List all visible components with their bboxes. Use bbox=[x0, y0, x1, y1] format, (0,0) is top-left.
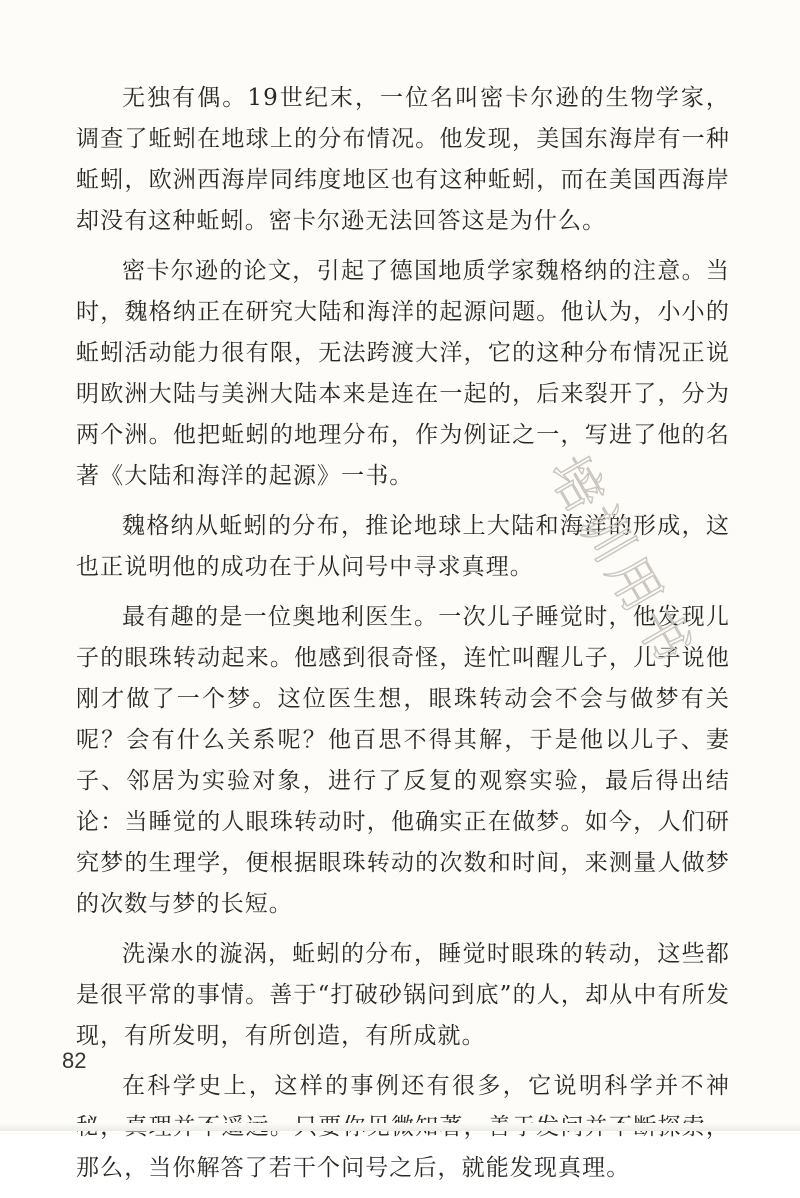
paragraph-1: 无独有偶。19世纪末，一位名叫密卡尔逊的生物学家，调查了蚯蚓在地球上的分布情况。他发现，美国东海岸有一种蚯蚓，欧洲西海岸同纬度地区也有这种蚯蚓，而在美国西海岸却没有这种蚯蚓。密卡尔逊无法回答这是为什么。 bbox=[76, 85, 730, 234]
paragraph-6: 在科学史上，这样的事例还有很多，它说明科学并不神 那么，当你解答了若干个问号之后，就能发现真理。 bbox=[76, 1073, 730, 1181]
watermark-stamp bbox=[398, 446, 705, 680]
paragraph-5: 洗澡水的漩涡，蚯蚓的分布，睡觉时眼珠的转动，这些都是很平常的事情。善于“打破砂锅问到底”的人，却从中有所发现，有所发明，有所创造，有所成就。 bbox=[76, 941, 730, 1049]
page-bottom-edge bbox=[0, 1123, 800, 1131]
paragraph-3: 魏格纳从蚯蚓的分布，推论地球上大陆和海洋的形成，这也正说明他的成功在于从问号中寻求真理。 bbox=[76, 513, 730, 580]
paragraph-2: 密卡尔逊的论文，引起了德国地质学家魏格纳的注意。当时，魏格纳正在研究大陆和海洋的起源问题。他认为，小小的蚯蚓活动能力很有限，无法跨渡大洋，它的这种分布情况正说明欧洲大陆与美洲大陆本来是连在一起的，后来裂开了，分为两个洲。他把蚯蚓的地理分布，作为例证之一，写进了他的名著《大陆和海洋的起源》一书。 bbox=[76, 258, 730, 489]
page-number: 82 bbox=[62, 1048, 87, 1073]
paragraph-4: 最有趣的是一位奥地利医生。一次儿子睡觉时，他发现儿子的眼珠转动起来。他感到很奇怪，连忙叫醒儿子，儿子说他刚才做了一个梦。这位医生想，眼珠转动会不会与做梦有关呢？会有什么关系呢？他百思不得其解，于是他以儿子、妻子、邻居为实验对象，进行了反复的观察实验，最后得出结论：当睡觉的人眼珠转动时，他确实正在做梦。如今，人们研究梦的生理学，便根据眼珠转动的次数和时间，来测量人做梦的次数与梦的长短。 bbox=[76, 604, 730, 917]
watermark-text: 培训用书 bbox=[536, 446, 705, 678]
